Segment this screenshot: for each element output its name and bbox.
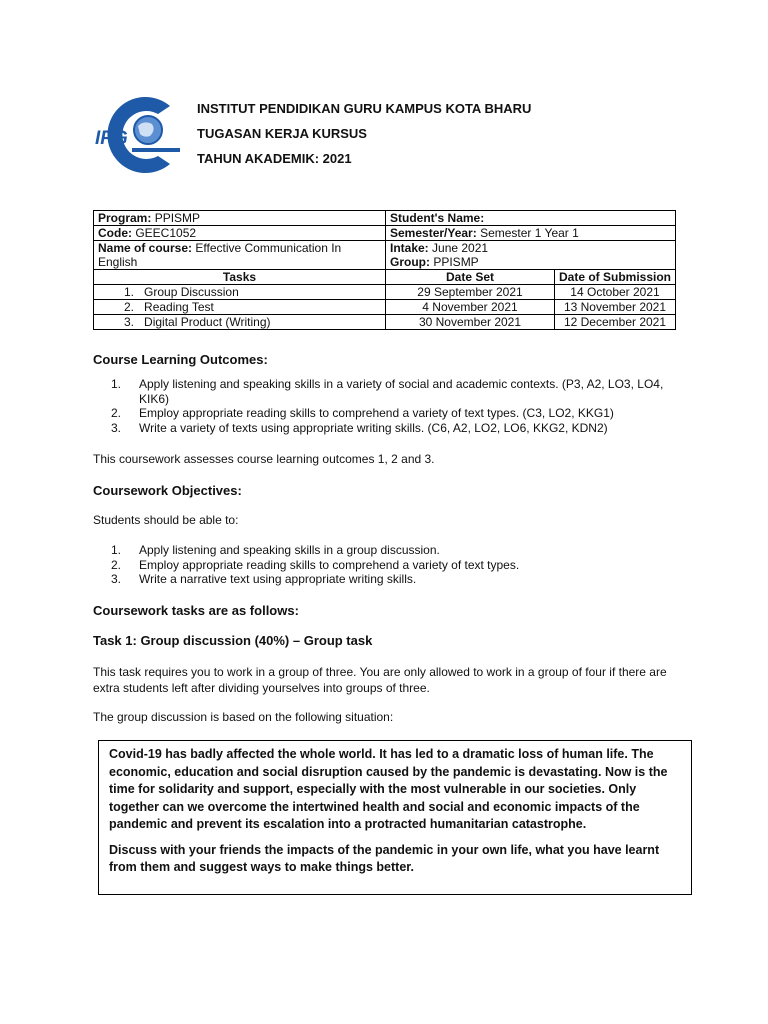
situation-intro: The group discussion is based on the following situation:: [93, 710, 394, 724]
code-cell: Code: GEEC1052: [94, 226, 386, 241]
objectives-heading: Coursework Objectives:: [93, 483, 242, 498]
clo-heading: Course Learning Outcomes:: [93, 352, 268, 367]
semester-cell: Semester/Year: Semester 1 Year 1: [386, 226, 676, 241]
task1-paragraph: This task requires you to work in a group of three. You are only allowed to work in a group of four if there are extra students left after dividing yourselves into groups of three.: [93, 665, 667, 695]
institute-name: INSTITUT PENDIDIKAN GURU KAMPUS KOTA BHARU: [197, 101, 532, 116]
list-item: 2. Employ appropriate reading skills to comprehend a variety of text types. (C3, LO2, KKG1): [111, 406, 614, 420]
logo-text: IPG: [95, 128, 128, 149]
header-tasks: Tasks: [94, 270, 386, 285]
list-item: 2. Employ appropriate reading skills to comprehend a variety of text types.: [111, 557, 520, 572]
list-item: 3. Write a variety of texts using appropriate writing skills. (C6, A2, LO2, LO6, KKG2, KDN2): [111, 420, 608, 435]
list-item: 1. Apply listening and speaking skills in a group discussion.: [111, 543, 440, 557]
table-row: 2. Reading Test 4 November 2021 13 November 2021: [94, 300, 676, 315]
ipg-logo-icon: [92, 92, 182, 178]
clo-assess-text: This coursework assesses course learning outcomes 1, 2 and 3.: [93, 452, 435, 466]
coursework-title: TUGASAN KERJA KURSUS: [197, 126, 367, 141]
table-row: 3. Digital Product (Writing) 30 November 2021 12 December 2021: [94, 315, 676, 330]
situation-paragraph-1: Covid-19 has badly affected the whole world. It has led to a dramatic loss of human life. The economic, education and social disruption caused by the pandemic is devastating. Now is the time for solidarity and support, especially with the most vulnerable in our societies. Only together can we overcome the intertwined health and social and economic impacts of the pandemic and prevent its escalation into a protracted humanitarian catastrophe.: [109, 747, 668, 831]
tasks-heading: Coursework tasks are as follows:: [93, 603, 299, 618]
clo-list: [93, 377, 683, 435]
task1-heading: Task 1: Group discussion (40%) – Group task: [93, 633, 373, 648]
situation-paragraph-2: Discuss with your friends the impacts of the pandemic in your own life, what you have learnt from them and suggest ways to make things better.: [109, 842, 660, 874]
course-name-cell: Name of course: Effective Communication In English: [94, 241, 386, 270]
objectives-list: [93, 543, 683, 587]
program-cell: Program: PPISMP: [94, 211, 386, 226]
course-info-table: [93, 210, 676, 330]
list-item: 3. Write a narrative text using appropriate writing skills.: [111, 572, 417, 586]
intake-group-cell: Intake: June 2021 Group: PPISMP: [386, 241, 676, 270]
student-name-cell: Student's Name:: [386, 211, 676, 226]
header-date-submission: Date of Submission: [555, 270, 676, 285]
academic-year: TAHUN AKADEMIK: 2021: [197, 151, 352, 166]
situation-box: [98, 740, 692, 895]
objectives-intro: Students should be able to:: [93, 513, 239, 527]
list-item: 1. Apply listening and speaking skills in a variety of social and academic contexts. (P3, A2, LO3, LO4, KIK6): [111, 377, 664, 406]
table-row: 1. Group Discussion 29 September 2021 14 October 2021: [94, 285, 676, 300]
header-date-set: Date Set: [386, 270, 555, 285]
